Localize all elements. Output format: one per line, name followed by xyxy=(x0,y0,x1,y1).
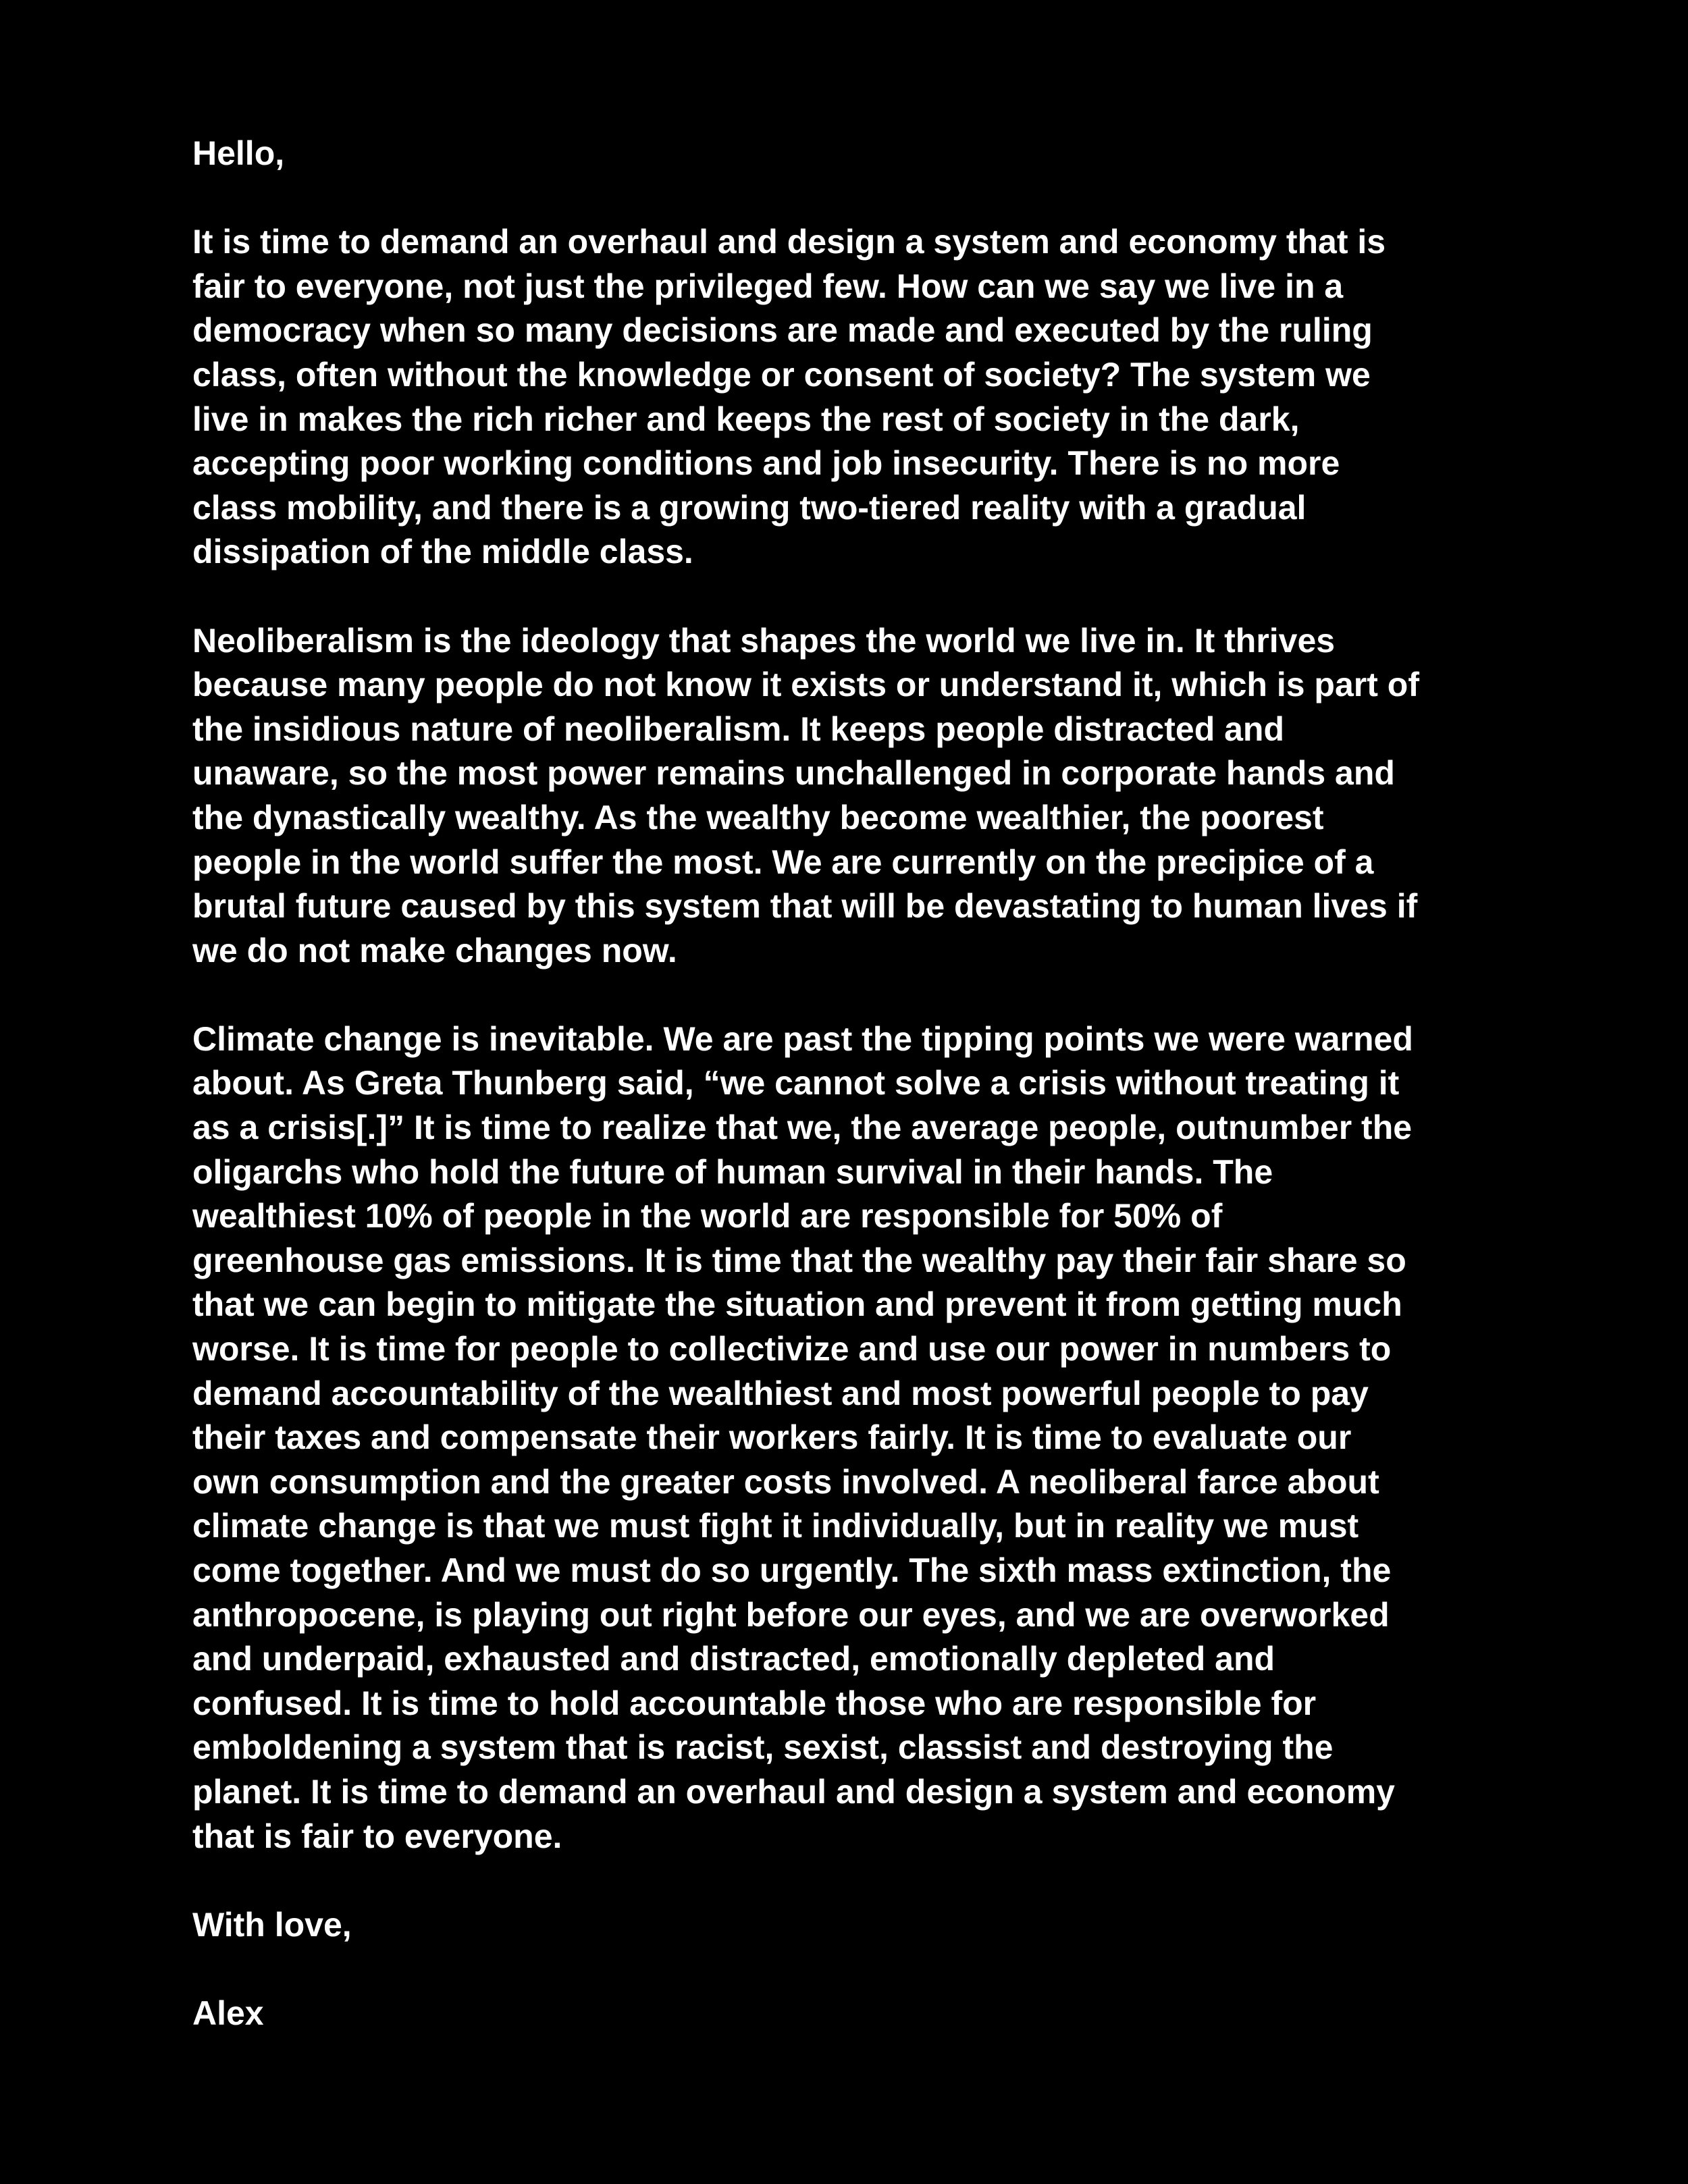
paragraph-line: class mobility, and there is a growing two-tiered reality with a gradual xyxy=(192,488,1307,527)
paragraph-2 xyxy=(192,619,1543,974)
letter-body xyxy=(192,132,1543,2036)
paragraph-line: that we can begin to mitigate the situation and prevent it from getting much xyxy=(192,1285,1402,1324)
paragraph-line: because many people do not know it exists or understand it, which is part of xyxy=(192,666,1419,704)
paragraph-line: and underpaid, exhausted and distracted, emotionally depleted and xyxy=(192,1640,1275,1678)
paragraph-1 xyxy=(192,220,1543,575)
paragraph-line: accepting poor working conditions and job insecurity. There is no more xyxy=(192,444,1340,483)
paragraph-line: wealthiest 10% of people in the world are responsible for 50% of xyxy=(192,1197,1223,1235)
paragraph-line: dissipation of the middle class. xyxy=(192,533,693,571)
paragraph-line: the dynastically wealthy. As the wealthy become wealthier, the poorest xyxy=(192,798,1324,836)
paragraph-line: own consumption and the greater costs involved. A neoliberal farce about xyxy=(192,1462,1379,1501)
paragraph-3 xyxy=(192,1017,1543,1859)
paragraph-line: people in the world suffer the most. We are currently on the precipice of a xyxy=(192,843,1374,881)
paragraph-line: climate change is that we must fight it individually, but in reality we must xyxy=(192,1507,1359,1545)
paragraph-line: oligarchs who hold the future of human survival in their hands. The xyxy=(192,1152,1273,1191)
paragraph-line: unaware, so the most power remains unchallenged in corporate hands and xyxy=(192,754,1395,793)
paragraph-line: demand accountability of the wealthiest and most powerful people to pay xyxy=(192,1374,1369,1412)
paragraph-line: It is time to demand an overhaul and design a system and economy that is xyxy=(192,223,1386,261)
paragraph-line: live in makes the rich richer and keeps the rest of society in the dark, xyxy=(192,400,1300,438)
paragraph-line: confused. It is time to hold accountable those who are responsible for xyxy=(192,1684,1317,1722)
paragraph-line: worse. It is time for people to collectivize and use our power in numbers to xyxy=(192,1330,1392,1368)
greeting: Hello, xyxy=(192,134,285,172)
paragraph-line: greenhouse gas emissions. It is time that the wealthy pay their fair share so xyxy=(192,1241,1406,1279)
paragraph-line: about. As Greta Thunberg said, “we cannot solve a crisis without treating it xyxy=(192,1064,1400,1102)
paragraph-line: come together. And we must do so urgently. The sixth mass extinction, the xyxy=(192,1551,1392,1589)
paragraph-line: emboldening a system that is racist, sexist, classist and destroying the xyxy=(192,1728,1334,1767)
paragraph-line: Climate change is inevitable. We are past the tipping points we were warned xyxy=(192,1019,1413,1058)
paragraph-line: democracy when so many decisions are made and executed by the ruling xyxy=(192,311,1373,350)
paragraph-line: as a crisis[.]” It is time to realize that we, the average people, outnumber the xyxy=(192,1109,1413,1147)
paragraph-line: planet. It is time to demand an overhaul and design a system and economy xyxy=(192,1772,1395,1811)
paragraph-line: their taxes and compensate their workers fairly. It is time to evaluate our xyxy=(192,1418,1352,1457)
paragraph-line: anthropocene, is playing out right before our eyes, and we are overworked xyxy=(192,1595,1390,1634)
paragraph-line: we do not make changes now. xyxy=(192,931,677,969)
paragraph-line: the insidious nature of neoliberalism. It keeps people distracted and xyxy=(192,710,1285,748)
paragraph-line: Neoliberalism is the ideology that shapes the world we live in. It thrives xyxy=(192,621,1336,660)
paragraph-line: fair to everyone, not just the privileged few. How can we say we live in a xyxy=(192,267,1344,305)
closing: With love, xyxy=(192,1905,352,1944)
signature: Alex xyxy=(192,1994,264,2032)
paragraph-line: brutal future caused by this system that will be devastating to human lives if xyxy=(192,887,1418,926)
paragraph-line: that is fair to everyone. xyxy=(192,1817,562,1855)
paragraph-line: class, often without the knowledge or consent of society? The system we xyxy=(192,355,1371,394)
